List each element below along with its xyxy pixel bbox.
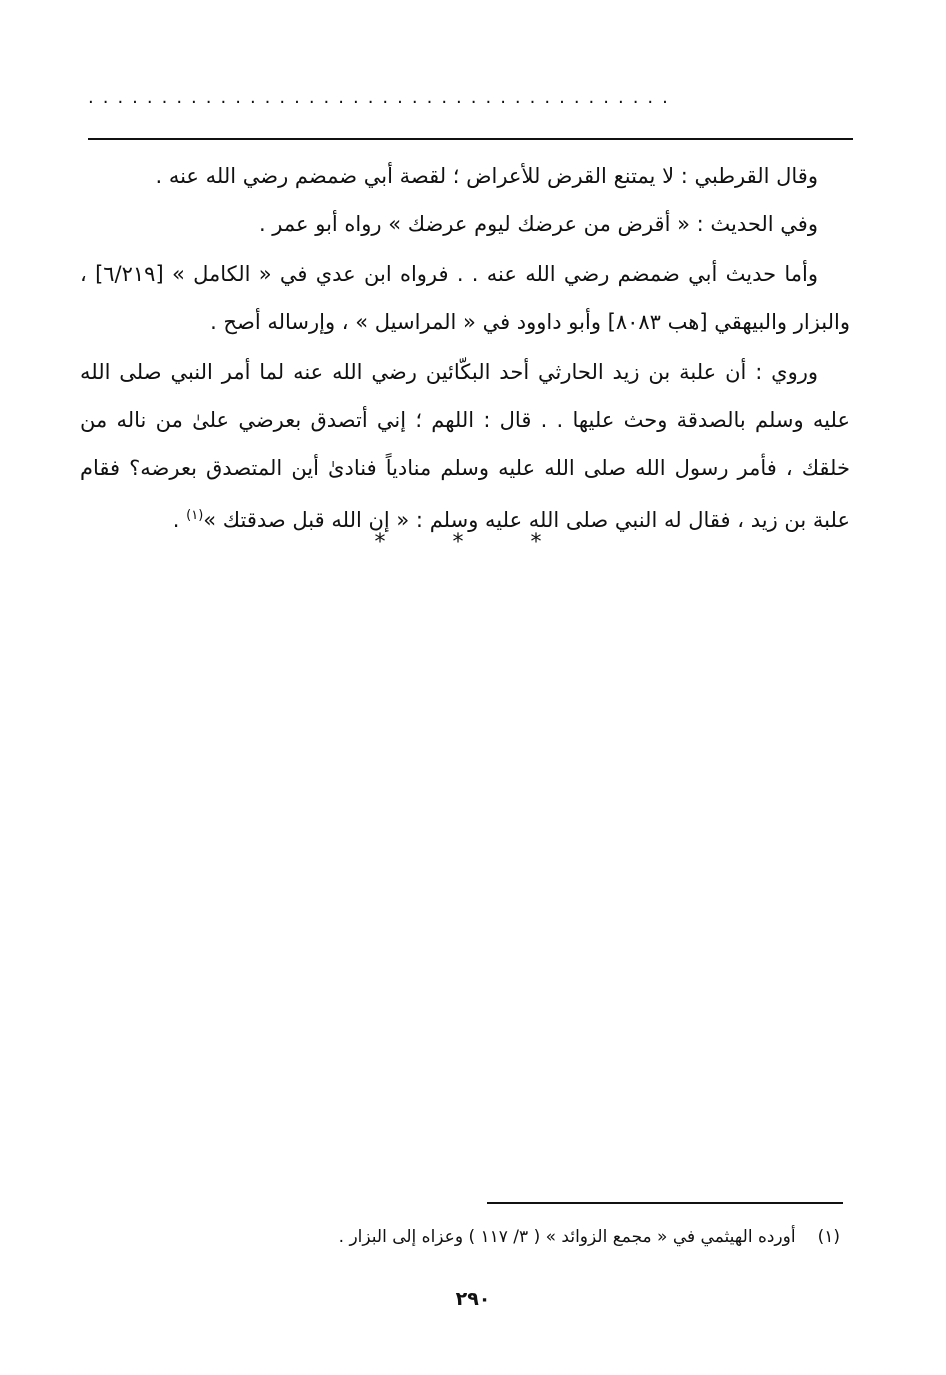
paragraph-abu-damdam: وأما حديث أبي ضمضم رضي الله عنه . . فرواه ابن عدي في « الكامل » [٦/٢١٩] ، والبزار والبيهقي [هب ٨٠٨٣] وأبو داوود في « المراسيل » ، وإرساله أصح .: [80, 262, 850, 334]
footnote: [200, 1222, 840, 1252]
header-rule: [88, 138, 853, 140]
footnote-number: (١): [817, 1227, 840, 1247]
header-dotted-line: ........................................: [88, 88, 677, 108]
footnote-text: أورده الهيثمي في « مجمع الزوائد » ( ٣/ ١١٧ ) وعزاه إلى البزار .: [338, 1227, 796, 1247]
paragraph-ulba-story: [80, 348, 850, 544]
paragraph-qurtubi: وقال القرطبي : لا يمتنع القرض للأعراض ؛ لقصة أبي ضمضم رضي الله عنه .: [155, 164, 818, 188]
page-number: ٢٩٠: [455, 1288, 491, 1310]
paragraph-ulba-end: .: [172, 508, 187, 532]
main-text: [80, 152, 850, 544]
footnote-rule: [487, 1202, 843, 1204]
paragraph-ulba-text: وروي : أن علبة بن زيد الحارثي أحد البكّائين رضي الله عنه لما أمر النبي صلى الله عليه وسلم بالصدقة وحث عليها . . قال : اللهم ؛ إني أتصدق بعرضي علىٰ من ناله من خلقك ، فأمر رسول الله صلى الله عليه وسلم منادياً فنادىٰ أين المتصدق بعرضه؟ فقام علبة بن زيد ، فقال له النبي صلى الله عليه وسلم : « إن الله قبل صدقتك »: [80, 360, 850, 532]
paragraph-hadith: وفي الحديث : « أقرض من عرضك ليوم عرضك » رواه أبو عمر .: [258, 212, 818, 236]
section-separator: * * *: [374, 530, 572, 555]
footnote-reference[interactable]: (١): [186, 508, 204, 523]
